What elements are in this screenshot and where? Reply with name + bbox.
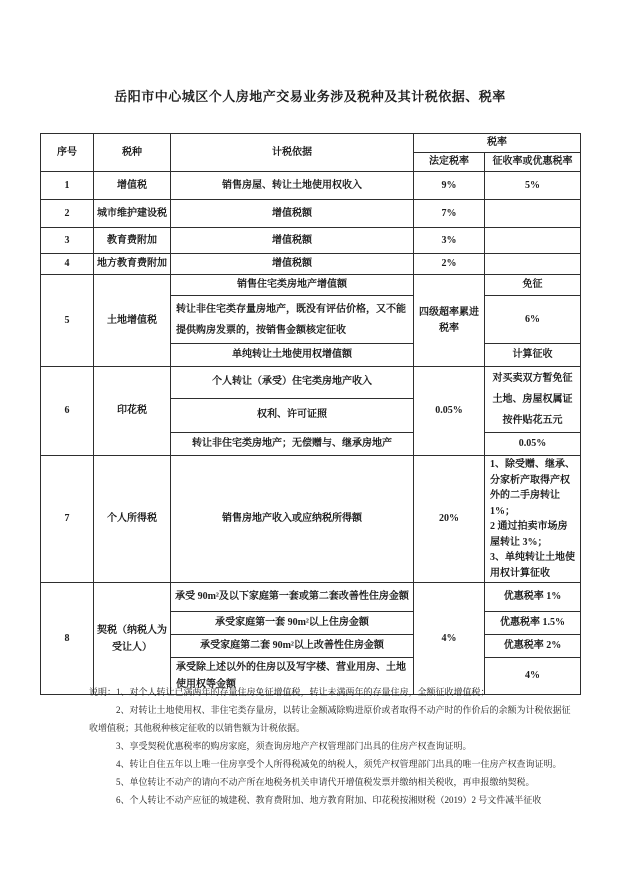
- cell-levy-rate: 计算征收: [485, 344, 581, 367]
- cell-tax-type: 印花税: [94, 367, 171, 456]
- cell-seq: 4: [41, 254, 94, 275]
- table-row-education-surcharge: [41, 228, 581, 254]
- note-item-6: 6、个人转让不动产应征的城建税、教育费附加、地方教育附加、印花税按湘财税（2019）2 号文件减半征收: [116, 795, 542, 805]
- cell-seq: 5: [41, 275, 94, 367]
- cell-tax-basis: 承受家庭第一套 90m²以上住房金额: [171, 612, 414, 635]
- cell-tax-basis: 销售房屋、转让土地使用权收入: [171, 172, 414, 200]
- cell-tax-basis: 承受除上述以外的住房以及写字楼、营业用房、土地使用权等金额: [171, 658, 414, 695]
- cell-statutory-rate: 20%: [414, 456, 485, 583]
- header-statutory-rate: 法定税率: [414, 153, 485, 172]
- cell-tax-basis: 增值税额: [171, 228, 414, 254]
- cell-statutory-rate: 4%: [414, 583, 485, 695]
- cell-tax-basis: 销售房地产收入或应纳税所得额: [171, 456, 414, 583]
- cell-levy-rate: 0.05%: [485, 433, 581, 456]
- header-tax-rate: 税率: [414, 134, 581, 153]
- cell-seq: 3: [41, 228, 94, 254]
- cell-levy-rate: 6%: [485, 296, 581, 344]
- cell-tax-basis: 权利、许可证照: [171, 398, 414, 432]
- cell-seq: 2: [41, 200, 94, 228]
- cell-tax-basis: 承受 90m²及以下家庭第一套或第二套改善性住房金额: [171, 583, 414, 612]
- note-item-2: 2、对转让土地使用权、非住宅类存量房，以转让金额减除购进原价或者取得不动产时的作价后的余额为计税依据征收增值税；其他税种核定征收的以销售额为计税依据。: [89, 705, 571, 733]
- table-row-deed-tax-1: [41, 583, 581, 612]
- table-row-land-vat-1: [41, 275, 581, 296]
- cell-tax-basis: 单纯转让土地使用权增值额: [171, 344, 414, 367]
- table-row-local-education-surcharge: [41, 254, 581, 275]
- note-item-3: 3、享受契税优惠税率的购房家庭，须查询房地产产权管理部门出具的住房产权查询证明。: [116, 741, 472, 751]
- table-row-urban-maintenance: [41, 200, 581, 228]
- cell-seq: 1: [41, 172, 94, 200]
- cell-levy-rate: 1、除受赠、继承、分家析产取得产权外的二手房转让1%； 2 通过拍卖市场房屋转让 3%； 3、单纯转让土地使用权计算征收: [485, 456, 581, 583]
- cell-tax-type: 城市维护建设税: [94, 200, 171, 228]
- cell-tax-type: 教育费附加: [94, 228, 171, 254]
- cell-tax-basis: 增值税额: [171, 200, 414, 228]
- table-row-personal-income-tax: [41, 456, 581, 583]
- cell-levy-rate: 4%: [485, 658, 581, 695]
- cell-levy-rate: 免征: [485, 275, 581, 296]
- header-levy-rate: 征收率或优惠税率: [485, 153, 581, 172]
- header-seq: 序号: [41, 134, 94, 172]
- cell-tax-type: 土地增值税: [94, 275, 171, 367]
- cell-levy-rate: 5%: [485, 172, 581, 200]
- cell-tax-type: 契税（纳税人为受让人）: [94, 583, 171, 695]
- cell-tax-basis: 销售住宅类房地产增值额: [171, 275, 414, 296]
- table-row-stamp-tax-1: [41, 367, 581, 399]
- tax-table: [40, 133, 581, 695]
- cell-seq: 7: [41, 456, 94, 583]
- cell-statutory-rate: 7%: [414, 200, 485, 228]
- cell-levy-rate: [485, 200, 581, 228]
- notes-section: [89, 683, 579, 809]
- cell-tax-type: 地方教育费附加: [94, 254, 171, 275]
- table-row-vat: [41, 172, 581, 200]
- cell-tax-basis: 增值税额: [171, 254, 414, 275]
- cell-levy-rate: 优惠税率 1.5%: [485, 612, 581, 635]
- cell-levy-rate: [485, 254, 581, 275]
- cell-tax-basis: 转让非住宅类房地产；无偿赠与、继承房地产: [171, 433, 414, 456]
- cell-seq: 8: [41, 583, 94, 695]
- note-item-4: 4、转让自住五年以上唯一住房享受个人所得税减免的纳税人，须凭产权管理部门出具的唯一住房产权查询证明。: [116, 759, 562, 769]
- cell-tax-type: 增值税: [94, 172, 171, 200]
- cell-statutory-rate: 四级超率累进税率: [414, 275, 485, 367]
- cell-tax-basis: 个人转让（承受）住宅类房地产收入: [171, 367, 414, 399]
- cell-tax-basis: 转让非住宅类存量房地产，既没有评估价格，又不能提供购房发票的，按销售金额核定征收: [171, 296, 414, 344]
- cell-statutory-rate: 3%: [414, 228, 485, 254]
- cell-levy-rate: [485, 228, 581, 254]
- cell-statutory-rate: 2%: [414, 254, 485, 275]
- note-item-5: 5、单位转让不动产的请向不动产所在地税务机关申请代开增值税发票并缴纳相关税收，再申报缴纳契税。: [116, 777, 535, 787]
- cell-levy-rate: 优惠税率 2%: [485, 635, 581, 658]
- cell-statutory-rate: 0.05%: [414, 367, 485, 456]
- cell-statutory-rate: 9%: [414, 172, 485, 200]
- header-tax-basis: 计税依据: [171, 134, 414, 172]
- cell-tax-type: 个人所得税: [94, 456, 171, 583]
- note-item-1: 说明：1、对个人转让已满两年的存量住房免征增值税，转让未满两年的存量住房，全额征收增值税；: [89, 687, 490, 697]
- cell-tax-basis: 承受家庭第二套 90m²以上改善性住房金额: [171, 635, 414, 658]
- cell-seq: 6: [41, 367, 94, 456]
- cell-levy-rate: 优惠税率 1%: [485, 583, 581, 612]
- header-row-1: [41, 134, 581, 153]
- page-title: 岳阳市中心城区个人房地产交易业务涉及税种及其计税依据、税率: [114, 89, 506, 104]
- cell-levy-rate: 对买卖双方暂免征 土地、房屋权属证按件贴花五元: [485, 367, 581, 433]
- header-tax-type: 税种: [94, 134, 171, 172]
